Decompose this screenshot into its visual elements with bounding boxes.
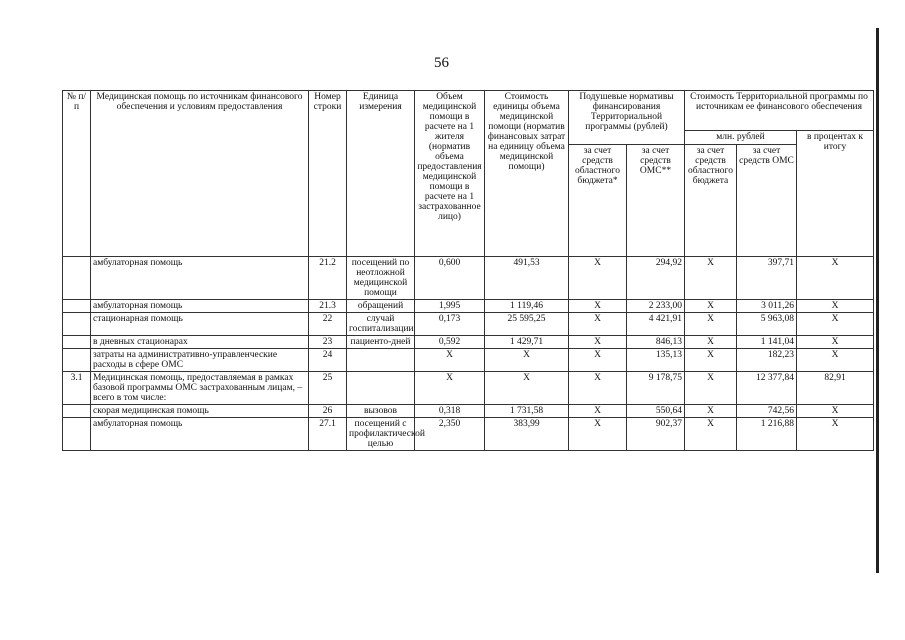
cell-mln-budget: Х <box>685 418 737 451</box>
cell-volume: Х <box>415 372 485 405</box>
header-territorial: Стоимость Территориальной программы по источникам ее финансового обеспечения <box>685 91 874 131</box>
header-num: № п/п <box>63 91 91 257</box>
cell-num: 3.1 <box>63 372 91 405</box>
cell-name: амбулаторная помощь <box>91 418 309 451</box>
cell-line: 26 <box>309 405 347 418</box>
cell-norm-budget: Х <box>569 405 627 418</box>
cell-cost: 491,53 <box>485 257 569 300</box>
cell-name: скорая медицинская помощь <box>91 405 309 418</box>
cell-line: 25 <box>309 372 347 405</box>
cell-num <box>63 300 91 313</box>
cell-num <box>63 405 91 418</box>
cell-mln-oms: 5 963,08 <box>737 313 797 336</box>
cell-unit: пациенто-дней <box>347 336 415 349</box>
cell-norm-oms: 135,13 <box>627 349 685 372</box>
cell-mln-oms: 1 216,88 <box>737 418 797 451</box>
cell-unit <box>347 372 415 405</box>
table-row <box>63 372 874 405</box>
cell-volume: 0,173 <box>415 313 485 336</box>
cell-name: Медицинская помощь, предоставляемая в рамках базовой программы ОМС застрахованным лицам, – всего в том числе: <box>91 372 309 405</box>
cell-cost: 1 429,71 <box>485 336 569 349</box>
cell-num <box>63 349 91 372</box>
cell-mln-oms: 12 377,84 <box>737 372 797 405</box>
cell-mln-budget: Х <box>685 300 737 313</box>
header-mln-oms: за счет средств ОМС <box>737 145 797 257</box>
cell-name: амбулаторная помощь <box>91 300 309 313</box>
cell-num <box>63 313 91 336</box>
page-number: 56 <box>434 55 449 71</box>
cell-mln-budget: Х <box>685 349 737 372</box>
cell-line: 21.3 <box>309 300 347 313</box>
cell-percent: 82,91 <box>797 372 874 405</box>
cell-norm-oms: 902,37 <box>627 418 685 451</box>
cell-volume: 2,350 <box>415 418 485 451</box>
scan-edge-line <box>876 28 879 573</box>
cell-unit: посещений с профилактической целью <box>347 418 415 451</box>
cell-cost: 1 119,46 <box>485 300 569 313</box>
header-percent: в процентах к итогу <box>797 131 874 257</box>
cell-norm-budget: Х <box>569 418 627 451</box>
cell-mln-budget: Х <box>685 257 737 300</box>
cell-name: затраты на административно-управленческие расходы в сфере ОМС <box>91 349 309 372</box>
cell-norm-budget: Х <box>569 313 627 336</box>
cell-percent: Х <box>797 418 874 451</box>
cell-line: 23 <box>309 336 347 349</box>
cell-cost: 25 595,25 <box>485 313 569 336</box>
table-row <box>63 257 874 300</box>
cell-mln-oms: 1 141,04 <box>737 336 797 349</box>
cell-cost: Х <box>485 372 569 405</box>
cell-norm-budget: Х <box>569 372 627 405</box>
cell-percent: Х <box>797 313 874 336</box>
header-mln: млн. рублей <box>685 131 797 145</box>
header-line: Номер строки <box>309 91 347 257</box>
header-norm-oms: за счет средств ОМС** <box>627 145 685 257</box>
cell-mln-oms: 397,71 <box>737 257 797 300</box>
header-volume: Объем медицинской помощи в расчете на 1 жителя (норматив объема предоставления медицинской помощи в расчете на 1 застрахованное лицо) <box>415 91 485 257</box>
cell-volume: 1,995 <box>415 300 485 313</box>
cell-cost: Х <box>485 349 569 372</box>
cell-cost: 1 731,58 <box>485 405 569 418</box>
cell-percent: Х <box>797 349 874 372</box>
cell-volume: 0,600 <box>415 257 485 300</box>
cell-num <box>63 257 91 300</box>
cell-norm-oms: 294,92 <box>627 257 685 300</box>
cell-cost: 383,99 <box>485 418 569 451</box>
cell-volume: 0,318 <box>415 405 485 418</box>
cell-name: в дневных стационарах <box>91 336 309 349</box>
cell-unit: посещений по неотложной медицинской помощи <box>347 257 415 300</box>
header-name: Медицинская помощь по источникам финансового обеспечения и условиям предоставления <box>91 91 309 257</box>
header-mln-budget: за счет средств областного бюджета <box>685 145 737 257</box>
cell-line: 21.2 <box>309 257 347 300</box>
header-norms: Подушевые нормативы финансирования Территориальной программы (рублей) <box>569 91 685 145</box>
cell-volume: Х <box>415 349 485 372</box>
table-row <box>63 313 874 336</box>
cell-name: амбулаторная помощь <box>91 257 309 300</box>
financing-table <box>62 90 874 451</box>
cell-unit <box>347 349 415 372</box>
table-row <box>63 418 874 451</box>
cell-norm-oms: 846,13 <box>627 336 685 349</box>
cell-volume: 0,592 <box>415 336 485 349</box>
cell-unit: случай госпитализации <box>347 313 415 336</box>
table-row <box>63 349 874 372</box>
header-norm-budget: за счет средств областного бюджета* <box>569 145 627 257</box>
header-cost: Стоимость единицы объема медицинской помощи (норматив финансовых затрат на единицу объема медицинской помощи) <box>485 91 569 257</box>
cell-line: 22 <box>309 313 347 336</box>
cell-percent: Х <box>797 300 874 313</box>
cell-line: 24 <box>309 349 347 372</box>
cell-percent: Х <box>797 257 874 300</box>
cell-norm-oms: 4 421,91 <box>627 313 685 336</box>
cell-unit: вызовов <box>347 405 415 418</box>
cell-unit: обращений <box>347 300 415 313</box>
cell-num <box>63 336 91 349</box>
cell-mln-oms: 182,23 <box>737 349 797 372</box>
cell-norm-budget: Х <box>569 257 627 300</box>
table-row <box>63 336 874 349</box>
table-row <box>63 300 874 313</box>
cell-mln-budget: Х <box>685 372 737 405</box>
cell-norm-oms: 550,64 <box>627 405 685 418</box>
cell-line: 27.1 <box>309 418 347 451</box>
cell-norm-oms: 2 233,00 <box>627 300 685 313</box>
cell-percent: Х <box>797 336 874 349</box>
cell-mln-budget: Х <box>685 405 737 418</box>
cell-mln-budget: Х <box>685 313 737 336</box>
cell-norm-budget: Х <box>569 300 627 313</box>
cell-mln-oms: 742,56 <box>737 405 797 418</box>
cell-norm-budget: Х <box>569 349 627 372</box>
cell-mln-oms: 3 011,26 <box>737 300 797 313</box>
cell-norm-oms: 9 178,75 <box>627 372 685 405</box>
header-unit: Единица измерения <box>347 91 415 257</box>
table-row <box>63 405 874 418</box>
cell-num <box>63 418 91 451</box>
cell-name: стационарная помощь <box>91 313 309 336</box>
cell-mln-budget: Х <box>685 336 737 349</box>
cell-norm-budget: Х <box>569 336 627 349</box>
cell-percent: Х <box>797 405 874 418</box>
